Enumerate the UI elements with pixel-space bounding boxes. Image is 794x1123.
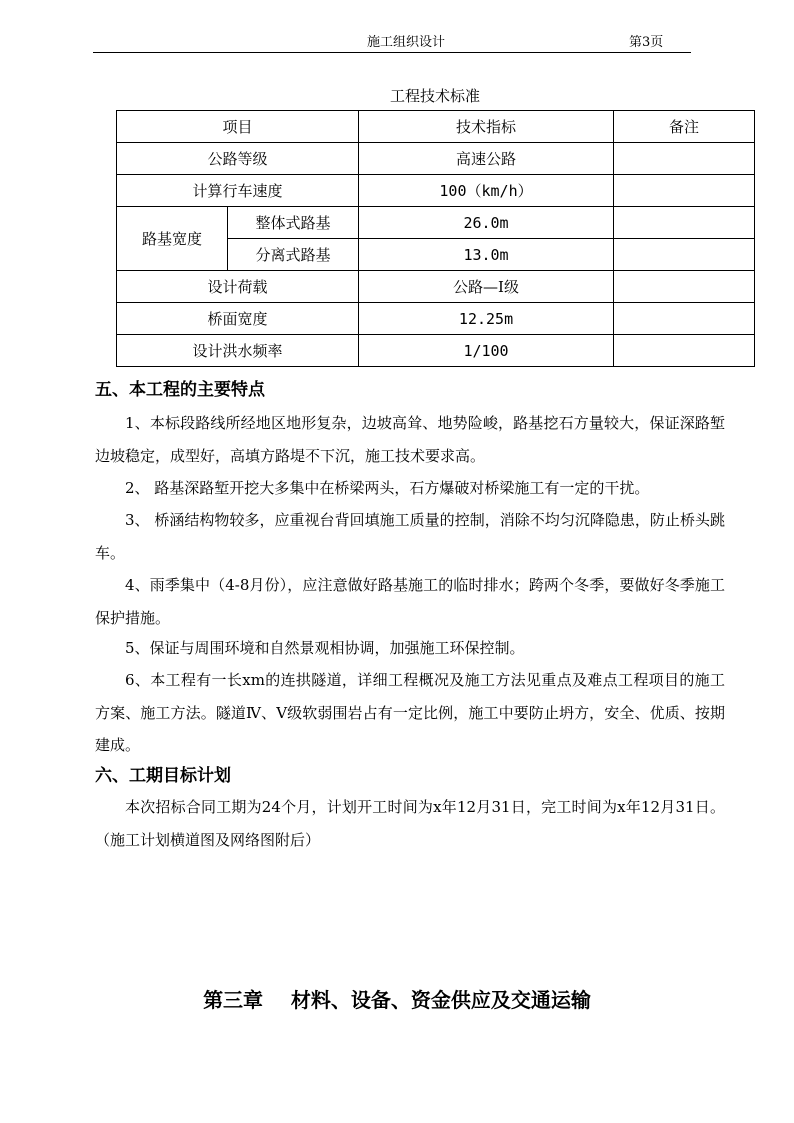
cell-note bbox=[614, 303, 755, 335]
header-page-number: 第3页 bbox=[629, 35, 664, 50]
paragraph: 1、本标段路线所经地区地形复杂，边坡高耸、地势险峻，路基挖石方量较大，保证深路堑边坡稳定，成型好，高填方路堤不下沉，施工技术要求高。 bbox=[95, 414, 725, 465]
paragraph: 5、保证与周围环境和自然景观相协调，加强施工环保控制。 bbox=[125, 639, 525, 657]
cell-value: 13.0m bbox=[359, 239, 614, 271]
tech-standards-table bbox=[116, 110, 755, 367]
table-row-speed bbox=[117, 175, 755, 207]
cell-item: 路基宽度 bbox=[117, 207, 228, 271]
cell-item: 设计荷载 bbox=[117, 271, 359, 303]
paragraph: 4、雨季集中（4-8月份），应注意做好路基施工的临时排水；跨两个冬季，要做好冬季施工保护措施。 bbox=[95, 576, 725, 627]
cell-note bbox=[614, 239, 755, 271]
paragraph: 6、本工程有一长xm的连拱隧道，详细工程概况及施工方法见重点及难点工程项目的施工方案、施工方法。隧道Ⅳ、Ⅴ级软弱围岩占有一定比例，施工中要防止坍方，安全、优质、按期建成。 bbox=[95, 671, 725, 754]
header-cell-note: 备注 bbox=[614, 111, 755, 143]
header-cell-item: 项目 bbox=[117, 111, 359, 143]
header-title: 施工组织设计 bbox=[367, 35, 446, 50]
cell-value: 12.25m bbox=[359, 303, 614, 335]
cell-value: 1/100 bbox=[359, 335, 614, 367]
paragraph: 3、 桥涵结构物较多，应重视台背回填施工质量的控制，消除不均匀沉降隐患，防止桥头跳车。 bbox=[95, 511, 725, 562]
chapter-title: 第三章 材料、设备、资金供应及交通运输 bbox=[203, 988, 591, 1012]
table-caption: 工程技术标准 bbox=[389, 87, 480, 105]
cell-item: 公路等级 bbox=[117, 143, 359, 175]
header-cell-spec: 技术指标 bbox=[359, 111, 614, 143]
cell-note bbox=[614, 143, 755, 175]
cell-item: 桥面宽度 bbox=[117, 303, 359, 335]
cell-value: 高速公路 bbox=[359, 143, 614, 175]
cell-item: 计算行车速度 bbox=[117, 175, 359, 207]
table-row-bridge bbox=[117, 303, 755, 335]
section-heading-features: 五、本工程的主要特点 bbox=[95, 380, 265, 400]
cell-subitem: 分离式路基 bbox=[228, 239, 359, 271]
paragraph: 2、 路基深路堑开挖大多集中在桥梁两头，石方爆破对桥梁施工有一定的干扰。 bbox=[125, 479, 650, 497]
paragraph: 本次招标合同工期为24个月，计划开工时间为x年12月31日，完工时间为x年12月31日。（施工计划横道图及网络图附后） bbox=[95, 798, 725, 849]
cell-note bbox=[614, 271, 755, 303]
page-header bbox=[93, 34, 691, 53]
table-row-subgrade-integral bbox=[117, 207, 755, 239]
section-heading-schedule: 六、工期目标计划 bbox=[95, 766, 231, 786]
table-row-load bbox=[117, 271, 755, 303]
cell-value: 100（km/h） bbox=[359, 175, 614, 207]
table-header-row bbox=[117, 111, 755, 143]
cell-note bbox=[614, 175, 755, 207]
cell-value: 26.0m bbox=[359, 207, 614, 239]
cell-note bbox=[614, 335, 755, 367]
cell-subitem: 整体式路基 bbox=[228, 207, 359, 239]
cell-value: 公路—Ⅰ级 bbox=[359, 271, 614, 303]
table-row-grade bbox=[117, 143, 755, 175]
cell-item: 设计洪水频率 bbox=[117, 335, 359, 367]
cell-note bbox=[614, 207, 755, 239]
table-row-flood bbox=[117, 335, 755, 367]
